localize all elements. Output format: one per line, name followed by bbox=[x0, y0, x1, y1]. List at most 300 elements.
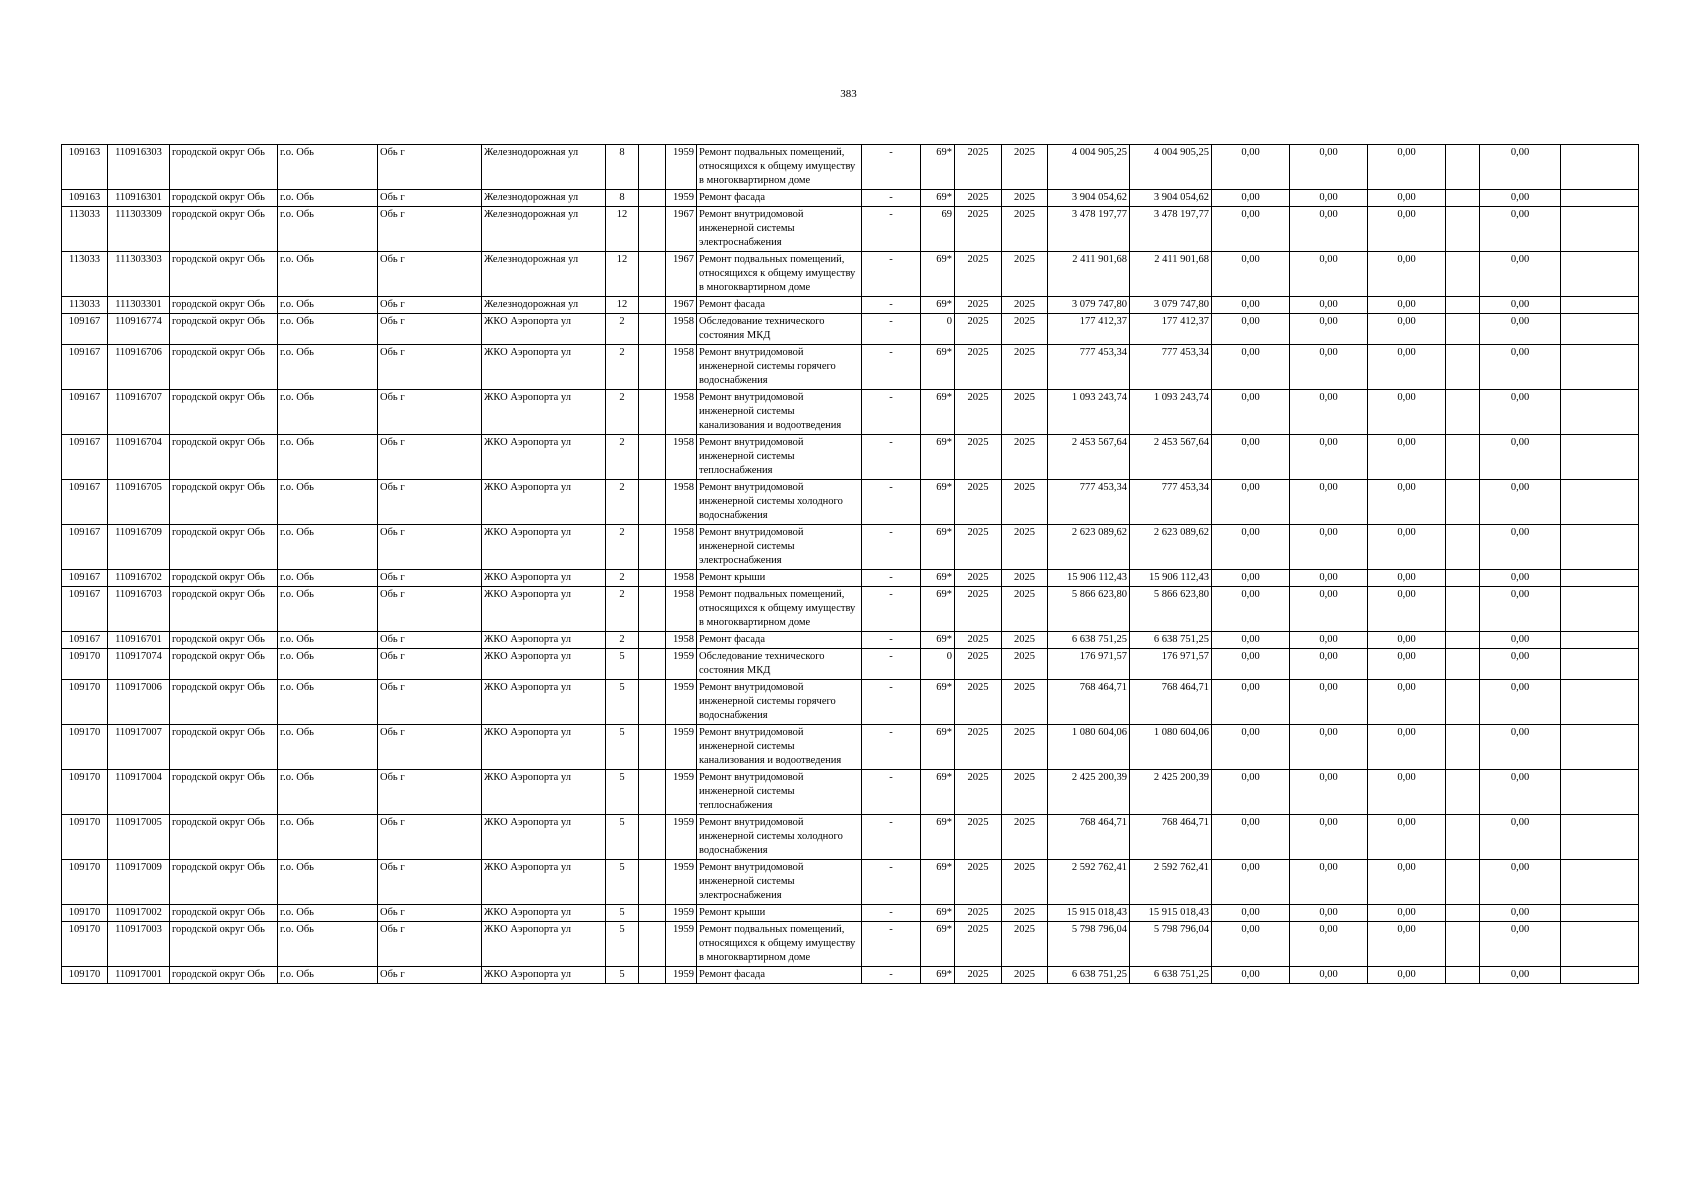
dash-marker-cell: - bbox=[862, 345, 921, 390]
row-id-cell: 113033 bbox=[62, 297, 108, 314]
building-number-cell bbox=[639, 905, 666, 922]
row-id-cell: 113033 bbox=[62, 252, 108, 297]
fund-extra-cell bbox=[1446, 680, 1480, 725]
fund-owners-cell: 0,00 bbox=[1480, 390, 1561, 435]
table-row bbox=[62, 314, 1639, 345]
cost-cell: 768 464,71 bbox=[1048, 680, 1130, 725]
wear-percent-cell: 69* bbox=[921, 390, 955, 435]
work-code-cell: 110917009 bbox=[108, 860, 170, 905]
building-number-cell bbox=[639, 725, 666, 770]
fund-federal-cell: 0,00 bbox=[1212, 967, 1290, 984]
fund-other-cell bbox=[1561, 525, 1639, 570]
work-type-cell: Ремонт внутридомовой инженерной системы горячего водоснабжения bbox=[697, 345, 862, 390]
wear-percent-cell: 69* bbox=[921, 525, 955, 570]
build-year-cell: 1967 bbox=[666, 297, 697, 314]
street-cell: ЖКО Аэропорта ул bbox=[482, 435, 606, 480]
district-cell: городской округ Обь bbox=[170, 145, 278, 190]
fund-federal-cell: 0,00 bbox=[1212, 680, 1290, 725]
wear-percent-cell: 69* bbox=[921, 145, 955, 190]
fund-regional-cell: 0,00 bbox=[1290, 145, 1368, 190]
end-year-cell: 2025 bbox=[1002, 435, 1048, 480]
municipality-cell: г.о. Обь bbox=[278, 770, 378, 815]
municipality-cell: г.о. Обь bbox=[278, 570, 378, 587]
start-year-cell: 2025 bbox=[955, 680, 1002, 725]
total-cost-cell: 1 080 604,06 bbox=[1130, 725, 1212, 770]
cost-cell: 5 866 623,80 bbox=[1048, 587, 1130, 632]
district-cell: городской округ Обь bbox=[170, 570, 278, 587]
fund-extra-cell bbox=[1446, 967, 1480, 984]
start-year-cell: 2025 bbox=[955, 905, 1002, 922]
fund-federal-cell: 0,00 bbox=[1212, 314, 1290, 345]
fund-extra-cell bbox=[1446, 770, 1480, 815]
work-type-cell: Ремонт внутридомовой инженерной системы электроснабжения bbox=[697, 207, 862, 252]
cost-cell: 2 425 200,39 bbox=[1048, 770, 1130, 815]
work-type-cell: Ремонт подвальных помещений, относящихся к общему имуществу в многоквартирном доме bbox=[697, 145, 862, 190]
cost-cell: 177 412,37 bbox=[1048, 314, 1130, 345]
municipality-cell: г.о. Обь bbox=[278, 967, 378, 984]
start-year-cell: 2025 bbox=[955, 435, 1002, 480]
cost-cell: 2 411 901,68 bbox=[1048, 252, 1130, 297]
total-cost-cell: 6 638 751,25 bbox=[1130, 632, 1212, 649]
start-year-cell: 2025 bbox=[955, 587, 1002, 632]
wear-percent-cell: 69* bbox=[921, 435, 955, 480]
total-cost-cell: 5 798 796,04 bbox=[1130, 922, 1212, 967]
table-row bbox=[62, 922, 1639, 967]
district-cell: городской округ Обь bbox=[170, 905, 278, 922]
table-row bbox=[62, 905, 1639, 922]
fund-federal-cell: 0,00 bbox=[1212, 297, 1290, 314]
fund-federal-cell: 0,00 bbox=[1212, 587, 1290, 632]
fund-local-cell: 0,00 bbox=[1368, 390, 1446, 435]
work-type-cell: Ремонт фасада bbox=[697, 190, 862, 207]
work-type-cell: Ремонт подвальных помещений, относящихся к общему имуществу в многоквартирном доме bbox=[697, 922, 862, 967]
fund-federal-cell: 0,00 bbox=[1212, 390, 1290, 435]
fund-local-cell: 0,00 bbox=[1368, 570, 1446, 587]
work-code-cell: 111303301 bbox=[108, 297, 170, 314]
fund-other-cell bbox=[1561, 314, 1639, 345]
fund-federal-cell: 0,00 bbox=[1212, 145, 1290, 190]
start-year-cell: 2025 bbox=[955, 770, 1002, 815]
build-year-cell: 1959 bbox=[666, 967, 697, 984]
fund-local-cell: 0,00 bbox=[1368, 967, 1446, 984]
wear-percent-cell: 69 bbox=[921, 207, 955, 252]
fund-regional-cell: 0,00 bbox=[1290, 480, 1368, 525]
district-cell: городской округ Обь bbox=[170, 649, 278, 680]
end-year-cell: 2025 bbox=[1002, 480, 1048, 525]
dash-marker-cell: - bbox=[862, 922, 921, 967]
end-year-cell: 2025 bbox=[1002, 252, 1048, 297]
house-number-cell: 5 bbox=[606, 922, 639, 967]
fund-local-cell: 0,00 bbox=[1368, 252, 1446, 297]
municipality-cell: г.о. Обь bbox=[278, 587, 378, 632]
fund-owners-cell: 0,00 bbox=[1480, 770, 1561, 815]
build-year-cell: 1958 bbox=[666, 480, 697, 525]
district-cell: городской округ Обь bbox=[170, 815, 278, 860]
dash-marker-cell: - bbox=[862, 649, 921, 680]
work-code-cell: 110916705 bbox=[108, 480, 170, 525]
fund-federal-cell: 0,00 bbox=[1212, 922, 1290, 967]
fund-owners-cell: 0,00 bbox=[1480, 207, 1561, 252]
wear-percent-cell: 69* bbox=[921, 770, 955, 815]
wear-percent-cell: 0 bbox=[921, 649, 955, 680]
fund-local-cell: 0,00 bbox=[1368, 480, 1446, 525]
work-type-cell: Ремонт внутридомовой инженерной системы холодного водоснабжения bbox=[697, 480, 862, 525]
district-cell: городской округ Обь bbox=[170, 297, 278, 314]
work-code-cell: 110916703 bbox=[108, 587, 170, 632]
street-cell: ЖКО Аэропорта ул bbox=[482, 587, 606, 632]
table-row bbox=[62, 435, 1639, 480]
fund-regional-cell: 0,00 bbox=[1290, 190, 1368, 207]
end-year-cell: 2025 bbox=[1002, 390, 1048, 435]
street-cell: ЖКО Аэропорта ул bbox=[482, 632, 606, 649]
fund-local-cell: 0,00 bbox=[1368, 770, 1446, 815]
work-type-cell: Ремонт подвальных помещений, относящихся к общему имуществу в многоквартирном доме bbox=[697, 587, 862, 632]
wear-percent-cell: 69* bbox=[921, 587, 955, 632]
street-cell: ЖКО Аэропорта ул bbox=[482, 815, 606, 860]
dash-marker-cell: - bbox=[862, 297, 921, 314]
table-row bbox=[62, 525, 1639, 570]
district-cell: городской округ Обь bbox=[170, 190, 278, 207]
work-code-cell: 110916709 bbox=[108, 525, 170, 570]
cost-cell: 6 638 751,25 bbox=[1048, 967, 1130, 984]
work-code-cell: 110917005 bbox=[108, 815, 170, 860]
fund-regional-cell: 0,00 bbox=[1290, 207, 1368, 252]
fund-regional-cell: 0,00 bbox=[1290, 680, 1368, 725]
table-row bbox=[62, 587, 1639, 632]
municipality-cell: г.о. Обь bbox=[278, 725, 378, 770]
fund-local-cell: 0,00 bbox=[1368, 525, 1446, 570]
municipality-cell: г.о. Обь bbox=[278, 905, 378, 922]
total-cost-cell: 3 904 054,62 bbox=[1130, 190, 1212, 207]
fund-federal-cell: 0,00 bbox=[1212, 632, 1290, 649]
street-cell: Железнодорожная ул bbox=[482, 145, 606, 190]
fund-regional-cell: 0,00 bbox=[1290, 649, 1368, 680]
table-row bbox=[62, 725, 1639, 770]
municipality-cell: г.о. Обь bbox=[278, 207, 378, 252]
row-id-cell: 109167 bbox=[62, 314, 108, 345]
fund-local-cell: 0,00 bbox=[1368, 922, 1446, 967]
district-cell: городской округ Обь bbox=[170, 587, 278, 632]
start-year-cell: 2025 bbox=[955, 570, 1002, 587]
fund-other-cell bbox=[1561, 570, 1639, 587]
house-number-cell: 12 bbox=[606, 252, 639, 297]
wear-percent-cell: 69* bbox=[921, 967, 955, 984]
build-year-cell: 1958 bbox=[666, 632, 697, 649]
fund-local-cell: 0,00 bbox=[1368, 587, 1446, 632]
build-year-cell: 1959 bbox=[666, 190, 697, 207]
work-code-cell: 110916706 bbox=[108, 345, 170, 390]
total-cost-cell: 3 478 197,77 bbox=[1130, 207, 1212, 252]
work-code-cell: 110916702 bbox=[108, 570, 170, 587]
building-number-cell bbox=[639, 525, 666, 570]
cost-cell: 777 453,34 bbox=[1048, 480, 1130, 525]
cost-cell: 2 592 762,41 bbox=[1048, 860, 1130, 905]
street-cell: ЖКО Аэропорта ул bbox=[482, 770, 606, 815]
locality-cell: Обь г bbox=[378, 435, 482, 480]
house-number-cell: 2 bbox=[606, 390, 639, 435]
work-code-cell: 110916303 bbox=[108, 145, 170, 190]
locality-cell: Обь г bbox=[378, 525, 482, 570]
fund-federal-cell: 0,00 bbox=[1212, 649, 1290, 680]
work-type-cell: Ремонт внутридомовой инженерной системы горячего водоснабжения bbox=[697, 680, 862, 725]
street-cell: ЖКО Аэропорта ул bbox=[482, 345, 606, 390]
start-year-cell: 2025 bbox=[955, 649, 1002, 680]
cost-cell: 3 079 747,80 bbox=[1048, 297, 1130, 314]
fund-extra-cell bbox=[1446, 860, 1480, 905]
row-id-cell: 109170 bbox=[62, 860, 108, 905]
fund-other-cell bbox=[1561, 922, 1639, 967]
fund-extra-cell bbox=[1446, 345, 1480, 390]
work-type-cell: Ремонт внутридомовой инженерной системы электроснабжения bbox=[697, 860, 862, 905]
dash-marker-cell: - bbox=[862, 145, 921, 190]
municipality-cell: г.о. Обь bbox=[278, 922, 378, 967]
street-cell: ЖКО Аэропорта ул bbox=[482, 480, 606, 525]
fund-federal-cell: 0,00 bbox=[1212, 770, 1290, 815]
table-row bbox=[62, 190, 1639, 207]
municipality-cell: г.о. Обь bbox=[278, 435, 378, 480]
fund-extra-cell bbox=[1446, 435, 1480, 480]
total-cost-cell: 15 906 112,43 bbox=[1130, 570, 1212, 587]
build-year-cell: 1958 bbox=[666, 345, 697, 390]
work-type-cell: Ремонт внутридомовой инженерной системы электроснабжения bbox=[697, 525, 862, 570]
dash-marker-cell: - bbox=[862, 190, 921, 207]
dash-marker-cell: - bbox=[862, 815, 921, 860]
building-number-cell bbox=[639, 860, 666, 905]
work-type-cell: Ремонт внутридомовой инженерной системы холодного водоснабжения bbox=[697, 815, 862, 860]
district-cell: городской округ Обь bbox=[170, 252, 278, 297]
total-cost-cell: 176 971,57 bbox=[1130, 649, 1212, 680]
cost-cell: 777 453,34 bbox=[1048, 345, 1130, 390]
build-year-cell: 1959 bbox=[666, 922, 697, 967]
build-year-cell: 1959 bbox=[666, 680, 697, 725]
building-number-cell bbox=[639, 297, 666, 314]
end-year-cell: 2025 bbox=[1002, 190, 1048, 207]
row-id-cell: 109167 bbox=[62, 480, 108, 525]
municipality-cell: г.о. Обь bbox=[278, 815, 378, 860]
work-type-cell: Ремонт крыши bbox=[697, 905, 862, 922]
row-id-cell: 109167 bbox=[62, 435, 108, 480]
dash-marker-cell: - bbox=[862, 587, 921, 632]
work-type-cell: Ремонт крыши bbox=[697, 570, 862, 587]
wear-percent-cell: 69* bbox=[921, 297, 955, 314]
district-cell: городской округ Обь bbox=[170, 390, 278, 435]
street-cell: Железнодорожная ул bbox=[482, 190, 606, 207]
build-year-cell: 1959 bbox=[666, 815, 697, 860]
work-code-cell: 110916301 bbox=[108, 190, 170, 207]
locality-cell: Обь г bbox=[378, 297, 482, 314]
fund-other-cell bbox=[1561, 145, 1639, 190]
fund-extra-cell bbox=[1446, 525, 1480, 570]
start-year-cell: 2025 bbox=[955, 207, 1002, 252]
total-cost-cell: 1 093 243,74 bbox=[1130, 390, 1212, 435]
fund-federal-cell: 0,00 bbox=[1212, 525, 1290, 570]
build-year-cell: 1959 bbox=[666, 145, 697, 190]
street-cell: ЖКО Аэропорта ул bbox=[482, 967, 606, 984]
end-year-cell: 2025 bbox=[1002, 770, 1048, 815]
start-year-cell: 2025 bbox=[955, 345, 1002, 390]
fund-regional-cell: 0,00 bbox=[1290, 632, 1368, 649]
start-year-cell: 2025 bbox=[955, 525, 1002, 570]
cost-cell: 5 798 796,04 bbox=[1048, 922, 1130, 967]
house-number-cell: 12 bbox=[606, 297, 639, 314]
row-id-cell: 109170 bbox=[62, 649, 108, 680]
fund-regional-cell: 0,00 bbox=[1290, 314, 1368, 345]
fund-federal-cell: 0,00 bbox=[1212, 815, 1290, 860]
municipality-cell: г.о. Обь bbox=[278, 190, 378, 207]
work-code-cell: 110916704 bbox=[108, 435, 170, 480]
dash-marker-cell: - bbox=[862, 860, 921, 905]
wear-percent-cell: 69* bbox=[921, 905, 955, 922]
locality-cell: Обь г bbox=[378, 570, 482, 587]
house-number-cell: 2 bbox=[606, 587, 639, 632]
locality-cell: Обь г bbox=[378, 770, 482, 815]
total-cost-cell: 2 592 762,41 bbox=[1130, 860, 1212, 905]
house-number-cell: 2 bbox=[606, 570, 639, 587]
building-number-cell bbox=[639, 632, 666, 649]
work-code-cell: 110917006 bbox=[108, 680, 170, 725]
start-year-cell: 2025 bbox=[955, 480, 1002, 525]
district-cell: городской округ Обь bbox=[170, 770, 278, 815]
fund-other-cell bbox=[1561, 860, 1639, 905]
start-year-cell: 2025 bbox=[955, 860, 1002, 905]
build-year-cell: 1958 bbox=[666, 587, 697, 632]
dash-marker-cell: - bbox=[862, 525, 921, 570]
total-cost-cell: 768 464,71 bbox=[1130, 680, 1212, 725]
table-row bbox=[62, 570, 1639, 587]
build-year-cell: 1958 bbox=[666, 525, 697, 570]
fund-owners-cell: 0,00 bbox=[1480, 525, 1561, 570]
fund-extra-cell bbox=[1446, 815, 1480, 860]
municipality-cell: г.о. Обь bbox=[278, 680, 378, 725]
end-year-cell: 2025 bbox=[1002, 680, 1048, 725]
work-code-cell: 110917004 bbox=[108, 770, 170, 815]
building-number-cell bbox=[639, 390, 666, 435]
wear-percent-cell: 69* bbox=[921, 570, 955, 587]
table-row bbox=[62, 345, 1639, 390]
cost-cell: 1 080 604,06 bbox=[1048, 725, 1130, 770]
fund-regional-cell: 0,00 bbox=[1290, 815, 1368, 860]
work-code-cell: 110917074 bbox=[108, 649, 170, 680]
locality-cell: Обь г bbox=[378, 815, 482, 860]
cost-cell: 2 623 089,62 bbox=[1048, 525, 1130, 570]
fund-regional-cell: 0,00 bbox=[1290, 725, 1368, 770]
end-year-cell: 2025 bbox=[1002, 922, 1048, 967]
fund-regional-cell: 0,00 bbox=[1290, 297, 1368, 314]
fund-other-cell bbox=[1561, 649, 1639, 680]
total-cost-cell: 777 453,34 bbox=[1130, 480, 1212, 525]
fund-local-cell: 0,00 bbox=[1368, 632, 1446, 649]
total-cost-cell: 15 915 018,43 bbox=[1130, 905, 1212, 922]
table-row bbox=[62, 649, 1639, 680]
total-cost-cell: 2 425 200,39 bbox=[1130, 770, 1212, 815]
building-number-cell bbox=[639, 145, 666, 190]
house-number-cell: 8 bbox=[606, 145, 639, 190]
row-id-cell: 109170 bbox=[62, 905, 108, 922]
house-number-cell: 5 bbox=[606, 649, 639, 680]
fund-regional-cell: 0,00 bbox=[1290, 252, 1368, 297]
wear-percent-cell: 69* bbox=[921, 345, 955, 390]
district-cell: городской округ Обь bbox=[170, 680, 278, 725]
fund-local-cell: 0,00 bbox=[1368, 649, 1446, 680]
locality-cell: Обь г bbox=[378, 905, 482, 922]
house-number-cell: 5 bbox=[606, 860, 639, 905]
dash-marker-cell: - bbox=[862, 390, 921, 435]
fund-federal-cell: 0,00 bbox=[1212, 252, 1290, 297]
municipality-cell: г.о. Обь bbox=[278, 525, 378, 570]
district-cell: городской округ Обь bbox=[170, 345, 278, 390]
total-cost-cell: 177 412,37 bbox=[1130, 314, 1212, 345]
municipality-cell: г.о. Обь bbox=[278, 252, 378, 297]
district-cell: городской округ Обь bbox=[170, 207, 278, 252]
dash-marker-cell: - bbox=[862, 632, 921, 649]
table-row bbox=[62, 815, 1639, 860]
table-row bbox=[62, 297, 1639, 314]
locality-cell: Обь г bbox=[378, 207, 482, 252]
locality-cell: Обь г bbox=[378, 345, 482, 390]
building-number-cell bbox=[639, 967, 666, 984]
fund-extra-cell bbox=[1446, 207, 1480, 252]
fund-other-cell bbox=[1561, 725, 1639, 770]
work-code-cell: 110917001 bbox=[108, 967, 170, 984]
row-id-cell: 109167 bbox=[62, 587, 108, 632]
fund-owners-cell: 0,00 bbox=[1480, 649, 1561, 680]
cost-cell: 3 904 054,62 bbox=[1048, 190, 1130, 207]
work-type-cell: Ремонт внутридомовой инженерной системы теплоснабжения bbox=[697, 770, 862, 815]
fund-owners-cell: 0,00 bbox=[1480, 905, 1561, 922]
fund-extra-cell bbox=[1446, 297, 1480, 314]
fund-other-cell bbox=[1561, 190, 1639, 207]
street-cell: ЖКО Аэропорта ул bbox=[482, 860, 606, 905]
district-cell: городской округ Обь bbox=[170, 725, 278, 770]
row-id-cell: 109170 bbox=[62, 967, 108, 984]
building-number-cell bbox=[639, 252, 666, 297]
house-number-cell: 2 bbox=[606, 632, 639, 649]
fund-local-cell: 0,00 bbox=[1368, 190, 1446, 207]
fund-regional-cell: 0,00 bbox=[1290, 770, 1368, 815]
street-cell: ЖКО Аэропорта ул bbox=[482, 390, 606, 435]
house-number-cell: 5 bbox=[606, 905, 639, 922]
end-year-cell: 2025 bbox=[1002, 587, 1048, 632]
row-id-cell: 109170 bbox=[62, 680, 108, 725]
row-id-cell: 109170 bbox=[62, 922, 108, 967]
locality-cell: Обь г bbox=[378, 632, 482, 649]
table-row bbox=[62, 145, 1639, 190]
street-cell: ЖКО Аэропорта ул bbox=[482, 525, 606, 570]
fund-federal-cell: 0,00 bbox=[1212, 480, 1290, 525]
total-cost-cell: 6 638 751,25 bbox=[1130, 967, 1212, 984]
work-code-cell: 110916707 bbox=[108, 390, 170, 435]
fund-federal-cell: 0,00 bbox=[1212, 570, 1290, 587]
end-year-cell: 2025 bbox=[1002, 649, 1048, 680]
street-cell: Железнодорожная ул bbox=[482, 297, 606, 314]
fund-other-cell bbox=[1561, 587, 1639, 632]
street-cell: ЖКО Аэропорта ул bbox=[482, 725, 606, 770]
wear-percent-cell: 69* bbox=[921, 860, 955, 905]
fund-owners-cell: 0,00 bbox=[1480, 190, 1561, 207]
dash-marker-cell: - bbox=[862, 314, 921, 345]
cost-cell: 15 906 112,43 bbox=[1048, 570, 1130, 587]
end-year-cell: 2025 bbox=[1002, 632, 1048, 649]
end-year-cell: 2025 bbox=[1002, 967, 1048, 984]
street-cell: ЖКО Аэропорта ул bbox=[482, 649, 606, 680]
work-code-cell: 111303309 bbox=[108, 207, 170, 252]
fund-owners-cell: 0,00 bbox=[1480, 435, 1561, 480]
row-id-cell: 109167 bbox=[62, 632, 108, 649]
table-row bbox=[62, 860, 1639, 905]
work-type-cell: Обследование технического состояния МКД bbox=[697, 314, 862, 345]
build-year-cell: 1959 bbox=[666, 905, 697, 922]
fund-owners-cell: 0,00 bbox=[1480, 345, 1561, 390]
